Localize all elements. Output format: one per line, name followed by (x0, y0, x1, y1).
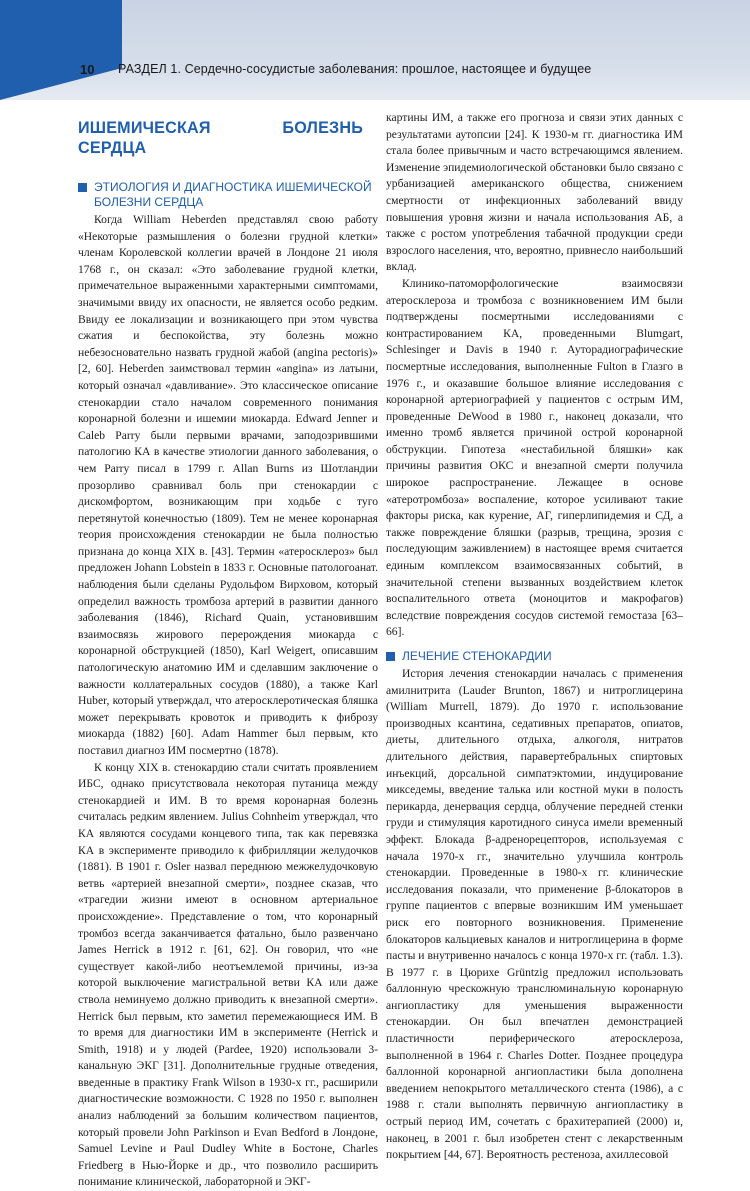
left-column (78, 110, 378, 1191)
paragraph: История лечения стенокардии началась с применения амилнитрита (Lauder Brunton, 1867) и нитроглицерина (William Murrell, 1879). До 1970 г. использование производных ксантина, седативных препаратов, опиатов, диеты, длительного отдыха, алкоголя, нитратов длительного действия, паравертебральных спиртовых инъекций, дорсальной симпатэктомии, индуцирование микседемы, введение талька или костной муки в полость перикарда, денервация сердца, облучение передней стенки груди и стимуляция каротидного синуса имели временный эффект. Блокада β-адренорецепторов, используемая с начала 1970-х гг., значительно улучшила контроль стенокардии. Проведенные в 1980-х гг. клинические исследования показали, что применение β-блокаторов в группе пациентов с впервые возникшим ИМ уменьшает риск его повторного возникновения. Применение блокаторов кальциевых каналов и нитроглицерина в форме пасты и внутривенно началось с конца 1970-х гг. (табл. 1.3). В 1977 г. в Цюрихе Grüntzig предложил использовать баллонную чрескожную транслюминальную коронарную ангиопластику для уменьшения выраженности стенокардии. Он был впечатлен демонстрацией пластичности периферического атеросклероза, выполненной в 1964 г. Charles Dotter. Позднее процедура баллонной коронарной ангиопластики была дополнена введением непокрытого металлического стента (1986), а с 1988 г. стали выполнять первичную ангиопластику в острый период ИМ, сочетать с брахитерапией (2000) и, наконец, в 2001 г. был изобретен стент с лекарственным покрытием [44, 67]. Вероятность рестеноза, ахиллесовой (386, 667, 683, 1162)
chapter-title: ИШЕМИЧЕСКАЯ БОЛЕЗНЬ СЕРДЦА (78, 118, 363, 157)
section-marker-icon (78, 183, 87, 192)
section-heading-etiology (78, 180, 378, 210)
section-heading-text: ЛЕЧЕНИЕ СТЕНОКАРДИИ (402, 649, 552, 663)
paragraph: Клинико-патоморфологические взаимосвязи атеросклероза и тромбоза с возникновением ИМ были подтверждены посмертными исследованиями с контрастированием КА, проведенными Blumgart, Schlesinger и Davis в 1940 г. Ауторадиографические посмертные исследования, выполненные Fulton в Глазго в 1976 г., и оказавшие большое влияние исследования с коронарной артериографией у пациентов с острым ИМ, проведенные DeWood в 1980 г., наконец доказали, что именно тромб является причиной острой коронарной обструкции. Гипотеза «нестабильной бляшки» как причины развития ОКС и внезапной смерти получила широкое распространение. Лежащее в основе «атеротромбоза» воспаление, которое усиливают такие факторы риска, как курение, АГ, гиперлипидемия и СД, а также повреждение бляшки (разрыв, трещина, эрозия с последующим заживлением) в настоящее время считается единым комплексом взаимосвязанных событий, в значительной степени вызванных воздействием клеток воспалительного ответа (моноцитов и макрофагов) вследствие повреждения сосудов системой гемостаза [63–66]. (386, 276, 683, 639)
paragraph: Когда William Heberden представлял свою работу «Некоторые размышления о болезни грудной клетки» членам Королевской коллегии врачей в Лондоне 21 июля 1768 г., он сказал: «Это заболевание грудной клетки, примечательное выраженными характерными симптомами, значимыми ввиду их опасности, не является особо редким. Ввиду ее локализации и возникающего при этом чувства сжатия и беспокойства, эту болезнь можно небезосновательно назвать грудной жабой (angina pectoris)» [2, 60]. Heberden заимствовал термин «angina» из латыни, который означал «давливание». Это классическое описание стенокардии стало началом современного понимания коронарной болезни и ишемии миокарда. Edward Jenner и Caleb Parry были первыми врачами, заподозрившими патологию КА в качестве этиологии данного заболевания, о чем Parry писал в 1799 г. Allan Burns из Шотландии прозорливо сравнивал боль при стенокардии с дискомфортом, возникающим при ходьбе с туго перетянутой конечностью (1809). Тем не менее коронарная теория происхождения стенокардии не была полностью признана до конца XIX в. [43]. Термин «атеросклероз» был предложен Johann Lobstein в 1833 г. Основные патологоанат. наблюдения были сделаны Рудольфом Вирховом, который определил важность тромбоза артерий в развитии данного заболевания (1846), Richard Quain, установившим взаимосвязь жирового перерождения миокарда с коронарной обструкцией (1850), Karl Weigert, описавшим патологическую анатомию ИМ и сделавшим заключение о важности коллатеральных сосудов (1880), а также Karl Huber, который утверждал, что атеросклеротическая бляшка может перекрывать кровоток и приводить к фиброзу миокарда (1882) [60]. Adam Hammer был первым, кто поставил диагноз ИМ посмертно (1878). (78, 213, 378, 757)
section-marker-icon (386, 652, 395, 661)
right-column (386, 110, 683, 1164)
section-heading-treatment (386, 649, 683, 664)
paragraph-continuation: картины ИМ, а также его прогноза и связи этих данных с результатами аутопсии [24]. К 1930-м гг. диагностика ИМ стала более привычным и часто встречающимся явлением. Изменение эпидемиологической обстановки было связано с урбанизацией американского общества, снижением смертности от инфекционных заболеваний ввиду повышения уровня жизни и начала использования АБ, а также с ростом употребления табачной продукции среди взрослого населения, что, вероятно, привнесло наибольший вклад. (386, 111, 683, 274)
running-title: РАЗДЕЛ 1. Сердечно-сосудистые заболевания: прошлое, настоящее и будущее (118, 62, 592, 76)
section-heading-text: ЭТИОЛОГИЯ И ДИАГНОСТИКА ИШЕМИЧЕСКОЙ БОЛЕЗНИ СЕРДЦА (94, 180, 372, 209)
paragraph: К концу XIX в. стенокардию стали считать проявлением ИБС, однако присутствовала некоторая путаница между стенокардией и ИМ. В то время коронарная болезнь считалась редким явлением. Julius Cohnheim утверждал, что КА являются сосудами концевого типа, так как перевязка КА в эксперименте приводило к фибрилляции желудочков (1881). В 1901 г. Osler назвал переднюю межжелудочковую ветвь «артерией внезапной смерти», позднее сказав, что «трагедии жизни имеют в основном артериальное происхождение». Представление о том, что коронарный тромбоз всегда заканчивается фатально, было развенчано James Herrick в 1912 г. [61, 62]. Он говорил, что «не существует какой-либо неотъемлемой причины, из-за которой выключение магистральной ветви КА или даже ствола неминуемо должно приводить к внезапной смерти». Herrick был первым, кто заметил перемежающиеся ИМ. В то время для диагностики ИМ в эксперименте (Herrick и Smith, 1918) и у людей (Pardee, 1920) использовали 3-канальную ЭКГ [31]. Дополнительные грудные отведения, введенные в практику Frank Wilson в 1930-х гг., расширили диагностические возможности. С 1928 по 1950 г. выполнен анализ наблюдений за большим количеством пациентов, который провели John Parkinson и Evan Bedford в Лондоне, Samuel Levine и Paul Dudley White в Бостоне, Charles Friedberg в Нью-Йорке и др., что позволило расширить понимание клинической, лабораторной и ЭКГ- (78, 760, 378, 1189)
page-number: 10 (80, 62, 95, 77)
